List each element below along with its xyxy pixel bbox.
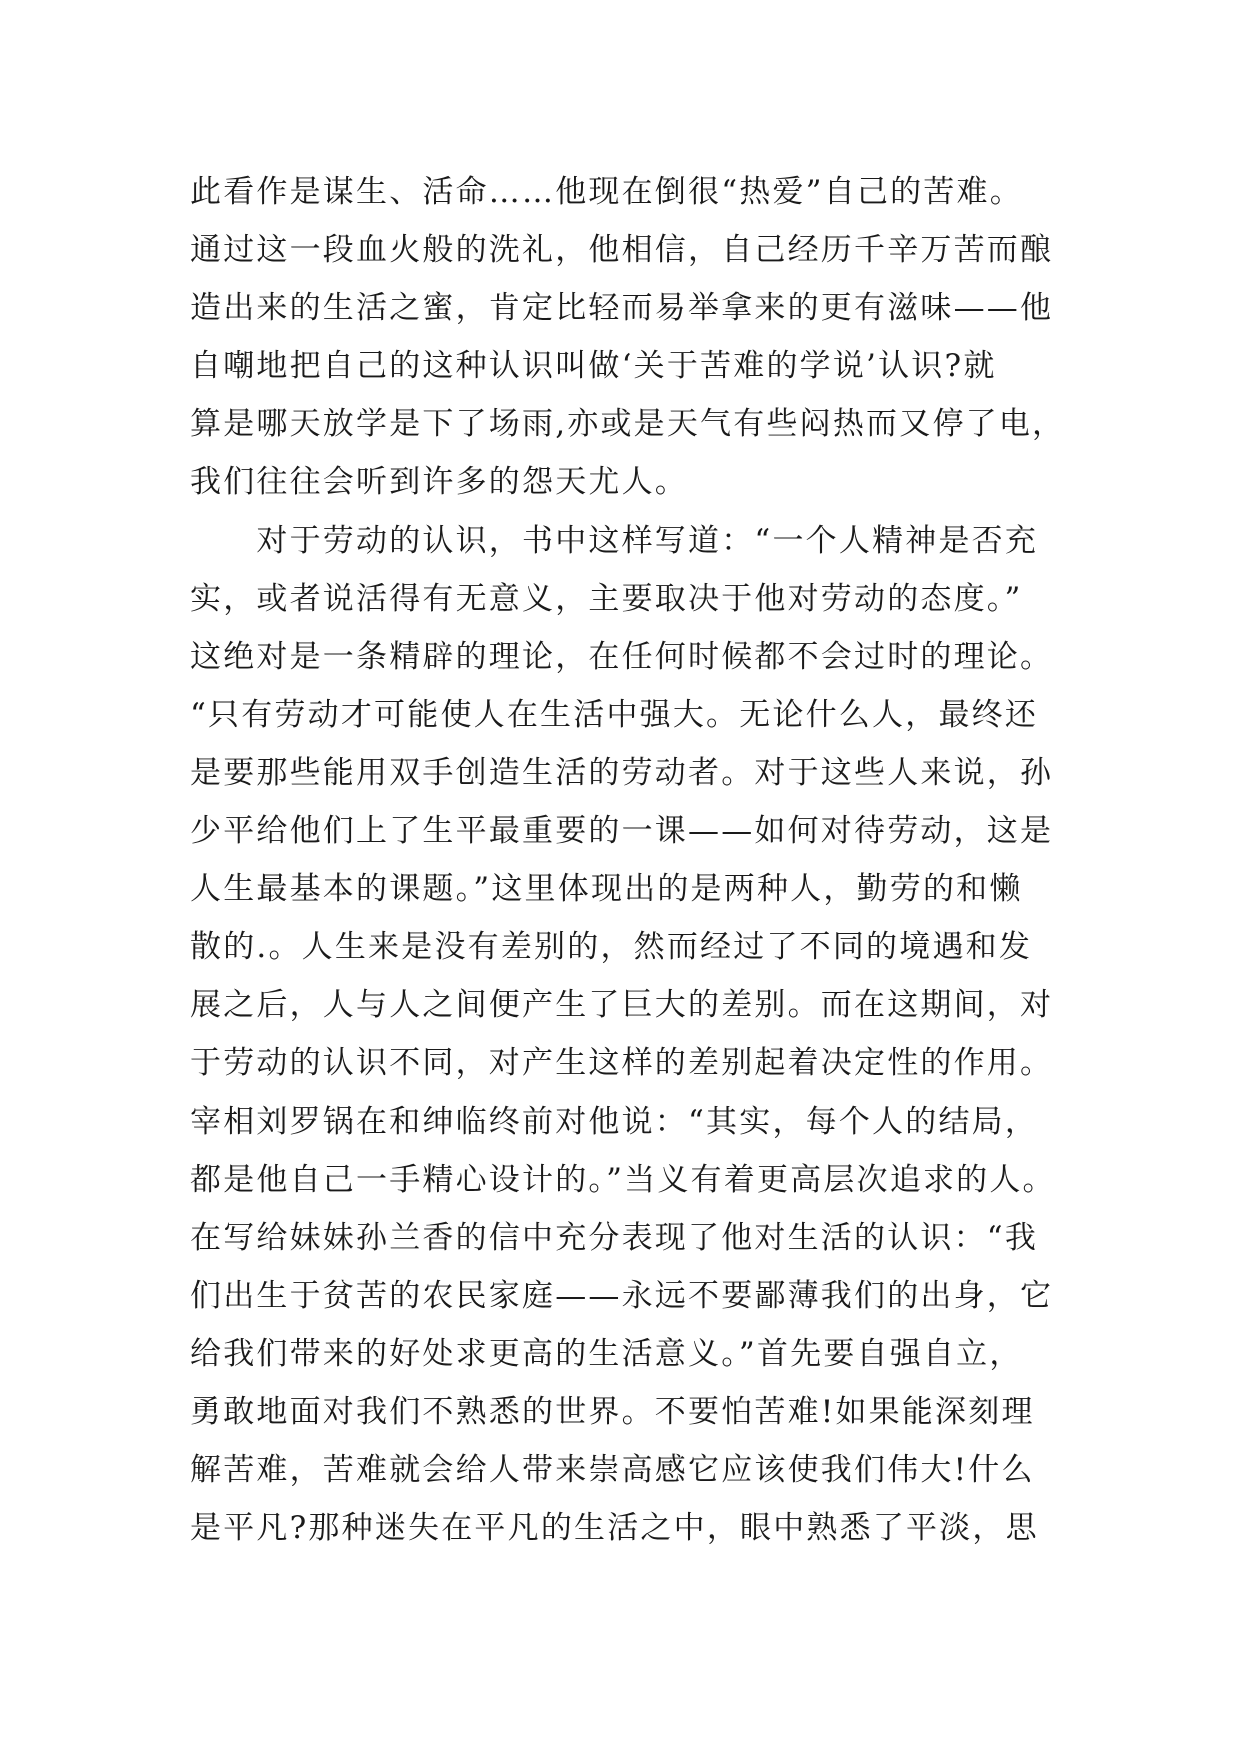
- text-line: 此看作是谋生、活命……他现在倒很“热爱”自己的苦难。: [190, 174, 1023, 210]
- text-line: 是平凡?那种迷失在平凡的生活之中，眼中熟悉了平淡，思: [190, 1510, 1039, 1547]
- text-line: 于劳动的认识不同，对产生这样的差别起着决定性的作用。: [190, 1045, 1054, 1082]
- text-line: “只有劳动才可能使人在生活中强大。无论什么人，最终还: [190, 696, 1039, 733]
- text-line: 通过这一段血火般的洗礼，他相信，自己经历千辛万苦而酿: [190, 232, 1054, 269]
- text-line: 都是他自己一手精心设计的。”当义有着更高层次追求的人。: [190, 1161, 1056, 1198]
- text-line: 少平给他们上了生平最重要的一课——如何对待劳动，这是: [190, 813, 1054, 850]
- text-line: 造出来的生活之蜜，肯定比轻而易举拿来的更有滋味——他: [190, 290, 1054, 327]
- text-line: 宰相刘罗锅在和绅临终前对他说：“其实，每个人的结局，: [190, 1103, 1039, 1140]
- text-line: 解苦难，苦难就会给人带来崇高感它应该使我们伟大!什么: [190, 1452, 1035, 1489]
- text-line: 对于劳动的认识，书中这样写道：“一个人精神是否充: [190, 522, 1039, 559]
- text-line: 实，或者说活得有无意义，主要取决于他对劳动的态度。”: [190, 580, 1023, 617]
- text-line: 展之后，人与人之间便产生了巨大的差别。而在这期间，对: [190, 987, 1054, 1024]
- text-line: 人生最基本的课题。”这里体现出的是两种人，勤劳的和懒: [190, 871, 1023, 908]
- text-line: 给我们带来的好处求更高的生活意义。”首先要自强自立，: [190, 1335, 1023, 1372]
- body-text: [190, 163, 1070, 1557]
- text-line: 自嘲地把自己的这种认识叫做‘关于苦难的学说’认识?就: [190, 348, 997, 385]
- text-line: 勇敢地面对我们不熟悉的世界。不要怕苦难!如果能深刻理: [190, 1393, 1035, 1430]
- text-line: 我们往往会听到许多的怨天尤人。: [190, 464, 688, 501]
- text-line: 是要那些能用双手创造生活的劳动者。对于这些人来说，孙: [190, 754, 1054, 791]
- text-line: 们出生于贫苦的农民家庭——永远不要鄙薄我们的出身，它: [190, 1277, 1054, 1314]
- text-line: 散的.。人生来是没有差别的，然而经过了不同的境遇和发: [190, 929, 1033, 966]
- text-line: 算是哪天放学是下了场雨,亦或是天气有些闷热而又停了电，: [190, 406, 1066, 443]
- text-line: 在写给妹妹孙兰香的信中充分表现了他对生活的认识：“我: [190, 1219, 1039, 1256]
- text-line: 这绝对是一条精辟的理论，在任何时候都不会过时的理论。: [190, 638, 1054, 675]
